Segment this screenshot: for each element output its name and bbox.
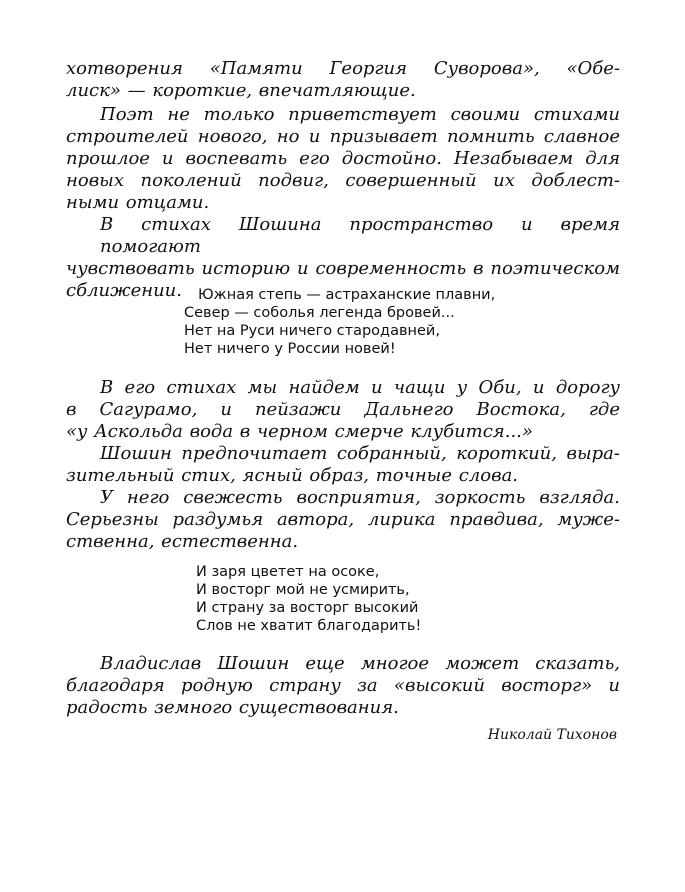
text-line: новых поколений подвиг, совершенный их доблест- (66, 170, 620, 191)
author-signature: Николай Тихонов (487, 727, 617, 743)
verse-line: Нет на Руси ничего стародавней, (184, 323, 440, 339)
text-line: Шошин предпочитает собранный, короткий, выра- (100, 443, 620, 464)
text-line: в Сагурамо, и пейзажи Дальнего Востока, где (66, 399, 620, 420)
verse-line: И заря цветет на осоке, (196, 564, 380, 580)
verse-line: Слов не хватит благодарить! (196, 618, 422, 634)
verse-line: И страну за восторг высокий (196, 600, 419, 616)
verse-line: Нет ничего у России новей! (184, 341, 396, 357)
verse-line: Южная степь — астраханские плавни, (198, 287, 496, 303)
text-line: строителей нового, но и призывает помнить славное (66, 126, 620, 147)
text-line: сближении. (66, 280, 182, 301)
text-line: «у Аскольда вода в черном смерче клубится...» (66, 421, 533, 442)
paragraph-closing (66, 653, 620, 719)
text-line: радость земного существования. (66, 697, 399, 718)
verse-line: Север — соболья легенда бровей... (184, 305, 455, 321)
text-line: В стихах Шошина пространство и время помогают (100, 214, 620, 257)
text-line: ными отцами. (66, 192, 210, 213)
text-line: Серьезны раздумья автора, лирика правдива, муже- (66, 509, 620, 530)
text-line: Владислав Шошин еще многое может сказать, (100, 653, 620, 674)
text-line: благодаря родную страну за «высокий восторг» и (66, 675, 620, 696)
text-line: лиск» — короткие, впечатляющие. (66, 80, 416, 101)
paragraph-continuation (66, 58, 620, 102)
text-line: зительный стих, ясный образ, точные слова. (66, 465, 519, 486)
text-line: Поэт не только приветствует своими стихами (100, 104, 620, 125)
text-line: чувствовать историю и современность в поэтическом (66, 258, 620, 279)
text-line: В его стихах мы найдем и чащи у Оби, и дорогу (100, 377, 620, 398)
verse-stanza-1 (184, 286, 495, 358)
text-line: прошлое и воспевать его достойно. Незабываем для (66, 148, 620, 169)
text-line: ственна, естественна. (66, 531, 299, 552)
verse-stanza-2 (196, 563, 421, 635)
text-line: хотворения «Памяти Георгия Суворова», «Обе- (66, 58, 620, 79)
verse-line: И восторг мой не усмирить, (196, 582, 410, 598)
paragraph-style (66, 443, 620, 487)
text-line: У него свежесть восприятия, зоркость взгляда. (100, 487, 620, 508)
paragraph-freshness (66, 487, 620, 553)
paragraph-places (66, 377, 620, 443)
paragraph-poet (66, 104, 620, 214)
